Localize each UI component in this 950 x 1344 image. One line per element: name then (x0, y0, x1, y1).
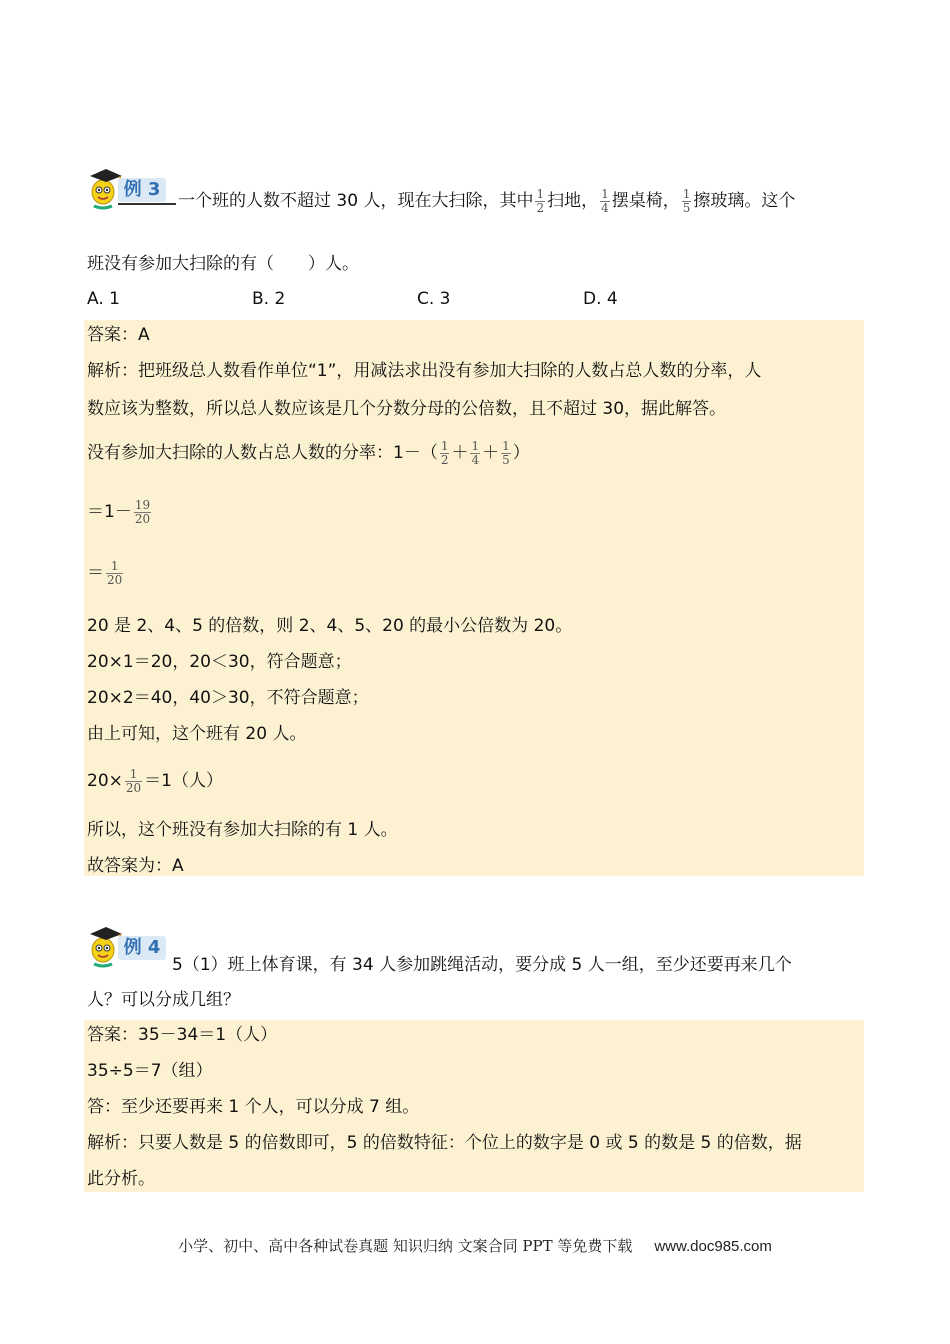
example-3-calc-line-1: 没有参加大扫除的人数占总人数的分率：1－（ $\frac{1}{2}$ ＋ $\frac{1}{4}$ ＋ $\frac{1}{5}$ ） (87, 438, 530, 467)
example-3-final-answer: 故答案为：A (87, 856, 184, 876)
example-3-badge (88, 166, 178, 212)
badge-underline (118, 203, 176, 205)
fraction-nineteen-twentieths: $\frac{19}{20}$ (134, 497, 151, 526)
example-4-badge (88, 924, 178, 970)
example-3-check-line-2: 20×2＝40，40＞30，不符合题意； (87, 688, 369, 708)
option-b: B. 2 (252, 289, 286, 309)
example-3-check-line-1: 20×1＝20，20＜30，符合题意； (87, 652, 352, 672)
footer-url[interactable]: www.doc985.com (654, 1238, 772, 1255)
example-3-analysis-line-2: 数应该为整数，所以总人数应该是几个分数分母的公倍数，且不超过 30，据此解答。 (87, 399, 727, 419)
page-footer (0, 1235, 950, 1256)
example-4-answer-line-1: 答案：35－34＝1（人） (87, 1025, 278, 1045)
example-3-label: 例 3 (118, 178, 166, 202)
example-4-question-line-2: 人？可以分成几组？ (87, 990, 240, 1010)
fraction-one-twentieth: $\frac{1}{20}$ (107, 558, 123, 587)
example-4-answer-line-2: 35÷5＝7（组） (87, 1061, 213, 1081)
example-3-lcm-line: 20 是 2、4、5 的倍数，则 2、4、5、20 的最小公倍数为 20。 (87, 616, 573, 636)
example-4-analysis-line-2: 此分析。 (87, 1169, 155, 1189)
option-d: D. 4 (583, 289, 618, 309)
option-c: C. 3 (417, 289, 451, 309)
fraction-one-quarter: $\frac{1}{4}$ (471, 438, 480, 467)
example-3-conclusion-line: 由上可知，这个班有 20 人。 (87, 724, 307, 744)
fraction-one-quarter: $\frac{1}{4}$ (601, 186, 609, 215)
example-4-question-line-1: 5（1）班上体育课，有 34 人参加跳绳活动，要分成 5 人一组，至少还要再来几个 (172, 955, 792, 975)
example-3-calc-line-3: ＝ $\frac{1}{20}$ (87, 558, 123, 587)
footer-text: 小学、初中、高中各种试卷真题 知识归纳 文案合同 PPT 等免费下载 (178, 1237, 633, 1255)
example-3-analysis-line-1: 解析：把班级总人数看作单位“1”，用减法求出没有参加大扫除的人数占总人数的分率，人 (87, 361, 762, 381)
example-3-question-line-2: 班没有参加大扫除的有（ ）人。 (87, 254, 359, 274)
fraction-one-half: $\frac{1}{2}$ (440, 438, 449, 467)
fraction-one-fifth: $\frac{1}{5}$ (682, 186, 691, 215)
example-3-summary: 所以，这个班没有参加大扫除的有 1 人。 (87, 820, 398, 840)
example-4-analysis-line-1: 解析：只要人数是 5 的倍数即可，5 的倍数特征：个位上的数字是 0 或 5 的数是 5 的倍数，据 (87, 1133, 802, 1153)
example-4-label: 例 4 (118, 936, 166, 960)
fraction-one-half: $\frac{1}{2}$ (536, 186, 545, 215)
option-a: A. 1 (87, 289, 120, 309)
fraction-one-twentieth: $\frac{1}{20}$ (125, 766, 142, 795)
example-3-question-line-1: 一个班的人数不超过 30 人，现在大扫除，其中 $\frac{1}{2}$ 扫地， $\frac{1}{4}$ 摆桌椅， $\frac{1}{5}$ 擦玻璃。这个 (178, 186, 796, 215)
example-3-calc-line-2: ＝1－ $\frac{19}{20}$ (87, 497, 151, 526)
example-3-answer: 答案：A (87, 325, 150, 345)
fraction-one-fifth: $\frac{1}{5}$ (502, 438, 510, 467)
example-3-final-calc: 20× $\frac{1}{20}$ ＝1（人） (87, 766, 223, 795)
example-4-answer-line-3: 答：至少还要再来 1 个人，可以分成 7 组。 (87, 1097, 420, 1117)
